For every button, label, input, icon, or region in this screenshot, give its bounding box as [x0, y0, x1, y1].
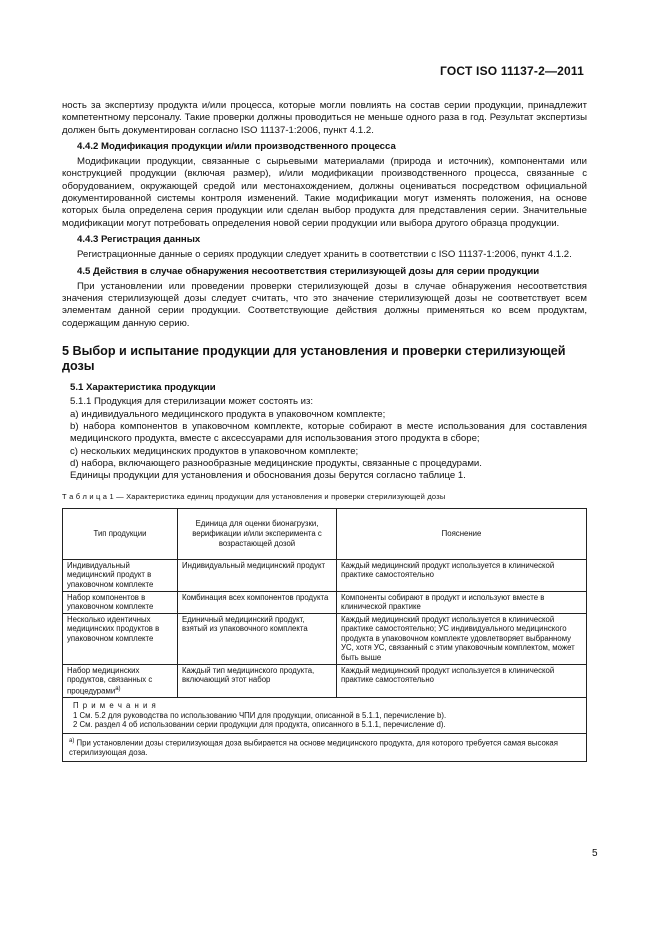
notes-title: П р и м е ч а н и я: [73, 701, 157, 711]
footnote-row: [63, 733, 587, 761]
notes-row: [63, 698, 587, 734]
table-cell: Каждый тип медицинского продукта, включающий этот набор: [178, 664, 337, 697]
list-item: a) индивидуального медицинского продукта в упаковочном комплекте;: [70, 408, 386, 420]
footnote-text: При установлении дозы стерилизующая доза выбирается на основе медицинского продукта, для которого требуется самая высокая стерилизующая доза.: [69, 738, 558, 757]
section-4-4-2-title: 4.4.2 Модификация продукции и/или производственного процесса: [77, 140, 396, 152]
table-cell: Каждый медицинский продукт используется в клинической практике самостоятельно: [337, 559, 587, 591]
list-item: c) нескольких медицинских продуктов в упаковочном комплекте;: [70, 445, 359, 457]
table-header-row: [63, 508, 587, 559]
header-cell: Пояснение: [337, 508, 587, 559]
section-4-4-2-text: Модификации продукции, связанные с сырьевыми материалами (природа и источник), компонентами или конструкцией продукции (включая размер), и/или модификации производственного процесса, связанные с оборудованием, окружающей средой или местонахождением, должны оцениваться посредством официальной документированной системы контроля изменений. Такие модификации могут изменять положения, на основе которых была определена серия продукции или сделан выбор продукта для представления серии. Значительные модификации могут потребовать определения новой серии продукции или выбора другого образца продукции.: [62, 156, 587, 229]
table-cell: Индивидуальный медицинский продукт в упаковочном комплекте: [63, 559, 178, 591]
table-cell: Комбинация всех компонентов продукта: [178, 591, 337, 613]
table-cell: Каждый медицинский продукт используется в клинической практике самостоятельно; УС индивидуального медицинского продукта в упаковочном комплекте удовлетворяет выбранному УС, хотя УС, связанный с этим упаковочным комплектом, может быть выше: [337, 613, 587, 664]
section-5-1-1-text: 5.1.1 Продукция для стерилизации может состоять из:: [70, 396, 314, 408]
list-item: d) набора, включающего разнообразные медицинские продукты, связанные с процедурами.: [70, 457, 482, 469]
note-item: 2 См. раздел 4 об использовании серии продукции для продукта, описанного в 5.1.1, перечисление d).: [73, 720, 446, 730]
table-cell: Индивидуальный медицинский продукт: [178, 559, 337, 591]
table-cell: Каждый медицинский продукт используется в клинической практике самостоятельно: [337, 664, 587, 697]
page-number: 5: [592, 848, 598, 859]
table-row: [63, 613, 587, 664]
document-header: ГОСТ ISO 11137-2—2011: [440, 64, 584, 78]
note-item: 1 См. 5.2 для руководства по использованию ЧПИ для продукции, описанной в 5.1.1, перечисление b).: [73, 710, 447, 720]
table-caption: Т а б л и ц а 1 — Характеристика единиц продукции для установления и проверки стерилизующей дозы: [62, 492, 446, 502]
header-cell: Единица для оценки бионагрузки, верификации и/или эксперимента с возрастающей дозой: [178, 508, 337, 559]
section-4-4-3-title: 4.4.3 Регистрация данных: [77, 233, 201, 245]
notes-cell: [63, 698, 587, 734]
list-item: b) набора компонентов в упаковочном комплекте, которые собирают в месте использования для составления медицинского продукта, вместе с аксессуарами для использования этого продукта в сборе;: [70, 420, 587, 445]
intro-paragraph: ность за экспертизу продукта и/или процесса, которые могли повлиять на состав серии продукции, принадлежит компетентному персоналу. Такие проверки должны проводиться не меньше одного раза в год. Результат экспертизы должен быть документирован согласно ISO 11137-1:2006, пункт 4.1.2.: [62, 100, 587, 136]
table-cell: Компоненты собирают в продукт и используют вместе в клинической практике: [337, 591, 587, 613]
section-4-4-3-text: Регистрационные данные о сериях продукции следует хранить в соответствии с ISO 11137-1:2006, пункт 4.1.2.: [77, 249, 572, 261]
table-row: [63, 591, 587, 613]
section-5-1-title: 5.1 Характеристика продукции: [70, 382, 216, 394]
section-5-1-1-end: Единицы продукции для установления и обоснования дозы берутся согласно таблице 1.: [70, 470, 466, 482]
table-cell: Единичный медицинский продукт, взятый из упаковочного комплекта: [178, 613, 337, 664]
product-table: [62, 508, 587, 762]
footnote-mark: a): [69, 737, 75, 744]
table-cell: Набор компонентов в упаковочном комплекте: [63, 591, 178, 613]
section-5-title: 5 Выбор и испытание продукции для установления и проверки стерилизующей дозы: [62, 344, 566, 374]
header-cell: Тип продукции: [63, 508, 178, 559]
footnote-cell: [63, 733, 587, 761]
page-content: [62, 100, 587, 762]
footnote-ref: a): [115, 685, 121, 692]
table-row: [63, 664, 587, 697]
table-cell: [63, 664, 178, 697]
section-4-5-title: 4.5 Действия в случае обнаружения несоответствия стерилизующей дозы для серии продукции: [77, 265, 540, 277]
section-4-5-text: При установлении или проведении проверки стерилизующей дозы в случае обнаружения несоответствия значения стерилизующей дозы следует считать, что это значение стерилизующей дозы не соответствует всем элементам данной серии продукции. Соответствующие действия должны применяться ко всем продуктам, содержащим данную серию.: [62, 280, 587, 329]
table-cell: Несколько идентичных медицинских продуктов в упаковочном комплекте: [63, 613, 178, 664]
table-row: [63, 559, 587, 591]
cell-text: Набор медицинских продуктов, связанных с процедурами: [67, 665, 153, 696]
